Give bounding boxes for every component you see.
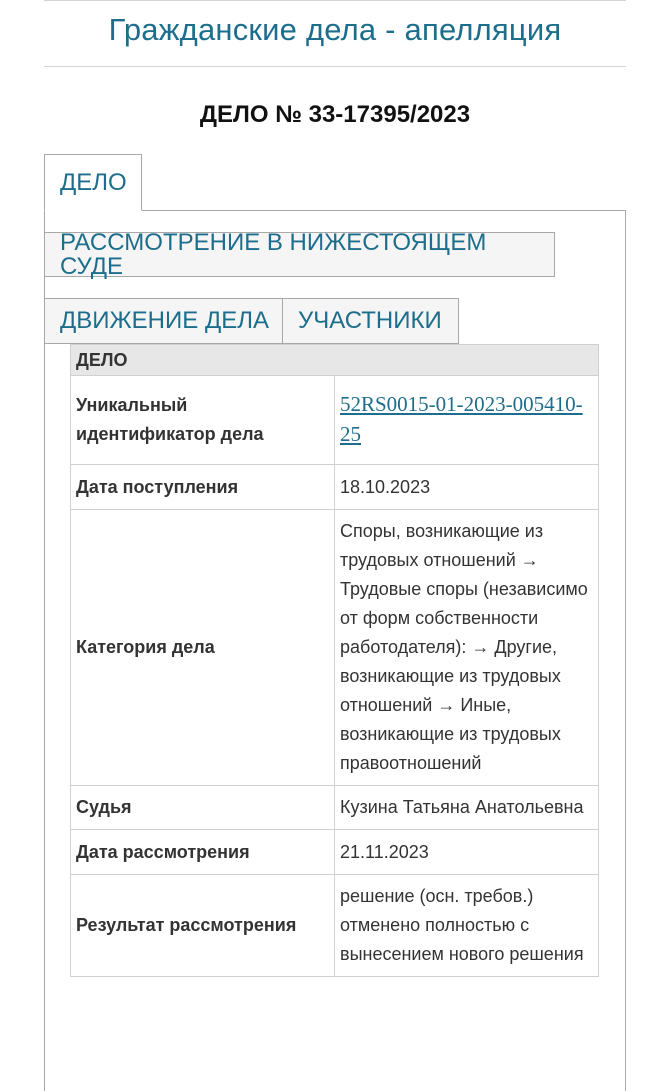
title-divider — [44, 66, 626, 67]
tab-case[interactable]: ДЕЛО — [44, 154, 142, 211]
row-label: Дата рассмотрения — [71, 830, 335, 875]
row-label: Уникальный идентификатор дела — [71, 376, 335, 465]
tab-case-movement[interactable]: ДВИЖЕНИЕ ДЕЛА — [44, 298, 283, 344]
table-row — [71, 830, 599, 875]
tab-lower-court[interactable]: РАССМОТРЕНИЕ В НИЖЕСТОЯЩЕМ СУДЕ — [44, 232, 555, 277]
row-value — [335, 376, 599, 465]
section-header: ДЕЛО — [71, 345, 599, 376]
table-row — [71, 376, 599, 465]
tab-participants[interactable]: УЧАСТНИКИ — [282, 298, 459, 344]
row-value: решение (осн. требов.) отменено полностью с вынесением нового решения — [335, 875, 599, 977]
row-value: Кузина Татьяна Анатольевна — [335, 786, 599, 830]
case-number-heading: ДЕЛО № 33-17395/2023 — [199, 101, 471, 128]
table-row — [71, 875, 599, 977]
case-info-table — [70, 344, 599, 977]
row-value: 18.10.2023 — [335, 465, 599, 510]
row-label: Судья — [71, 786, 335, 830]
row-label: Дата поступления — [71, 465, 335, 510]
row-value: 21.11.2023 — [335, 830, 599, 875]
table-row — [71, 510, 599, 786]
top-divider — [44, 0, 626, 1]
row-label: Категория дела — [71, 510, 335, 786]
section-header-row — [71, 345, 599, 376]
page-title: Гражданские дела - апелляция — [108, 12, 562, 47]
row-label: Результат рассмотрения — [71, 875, 335, 977]
table-row — [71, 465, 599, 510]
table-row — [71, 786, 599, 830]
row-value: Споры, возникающие из трудовых отношений → Трудовые споры (независимо от форм собственности работодателя): → Другие, возникающие из трудовых отношений → Иные, возникающие из трудовых правоотношений — [335, 510, 599, 786]
case-uid-link[interactable]: 52RS0015-01-2023-005410-25 — [340, 391, 583, 446]
